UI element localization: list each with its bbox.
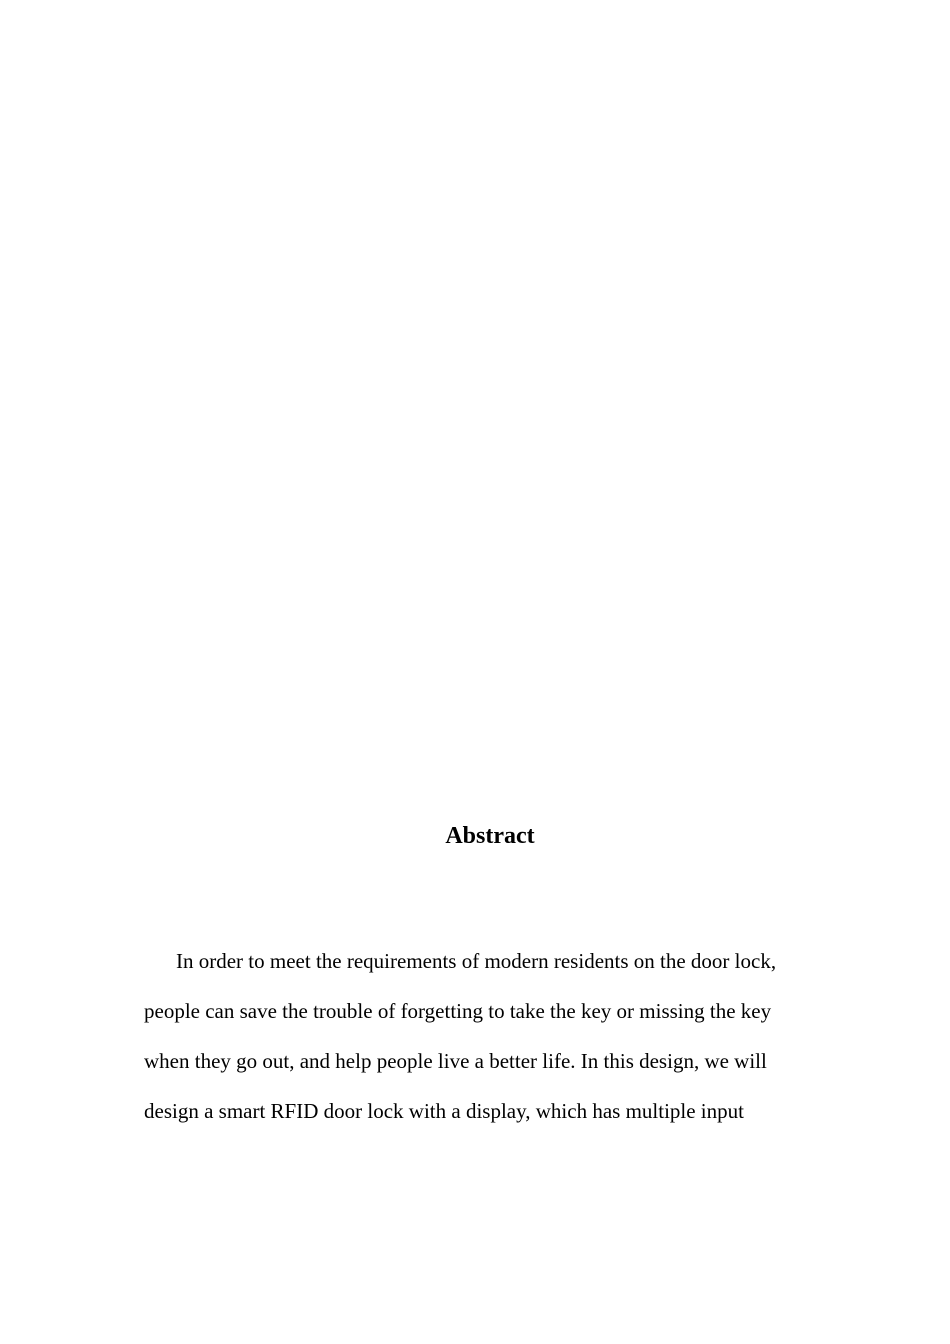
paragraph-line: when they go out, and help people live a better life. In this design, we will	[144, 1049, 767, 1073]
paragraph-line: people can save the trouble of forgetting to take the key or missing the key	[144, 999, 772, 1023]
paragraph-line: In order to meet the requirements of modern residents on the door lock,	[176, 949, 777, 973]
paragraph-line: design a smart RFID door lock with a display, which has multiple input	[144, 1099, 744, 1123]
abstract-paragraph	[144, 936, 844, 1136]
section-heading: Abstract	[445, 823, 535, 849]
